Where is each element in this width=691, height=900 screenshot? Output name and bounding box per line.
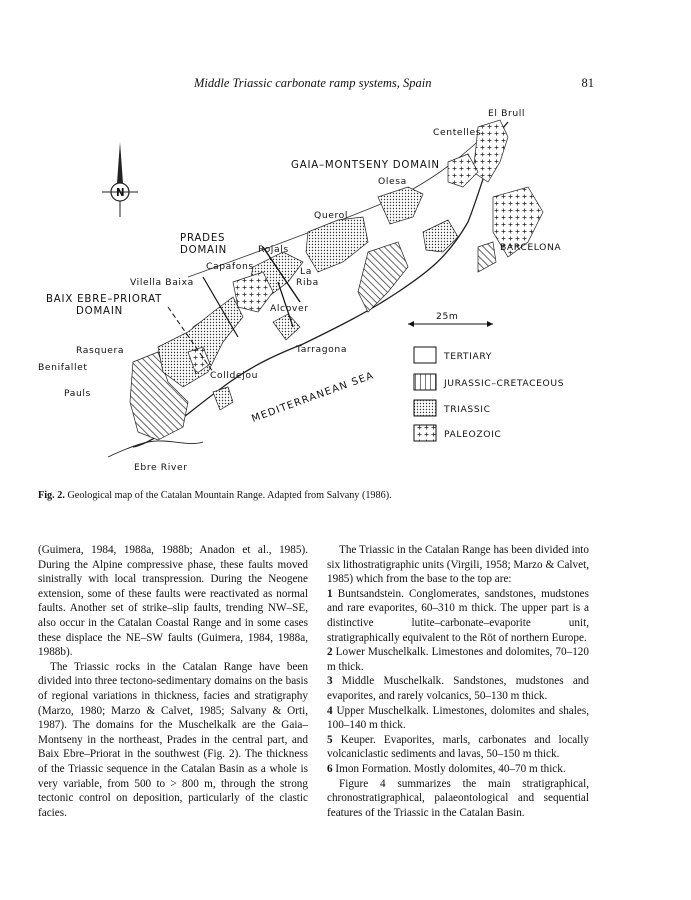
page-number: 81: [581, 76, 594, 90]
paleozoic-area-4: [448, 154, 478, 187]
unit-number: 3: [327, 675, 333, 688]
scale-bar: [408, 311, 493, 327]
left-paragraph-1: (Guimera, 1984, 1988a, 1988b; Anadon et al., 1985). During the Alpine compressive phase, these faults moved sinistrally with local transpression. During the Neogene extension, some of these faults were reactivated as normal faults. Another set of strike–slip faults, trending NW–SE, also occur in the Catalan Coastal Range and in some cases these displace the NE–SW faults (Guimera, 1984, 1988a, 1988b).: [38, 544, 308, 659]
unit-text: Middle Muschelkalk. Sandstones, mudstones and evaporites, and rarely volcanics, 50–130 m thick.: [327, 675, 589, 702]
label-vilella-baixa: Vilella Baixa: [130, 277, 194, 288]
unit-text: Keuper. Evaporites, marls, carbonates and locally volcaniclastic sediments and lavas, 50–150 m thick.: [327, 733, 589, 761]
unit-item: [327, 762, 589, 777]
figure-number: Fig. 2.: [38, 490, 65, 501]
geological-map: [38, 102, 608, 480]
label-alcover: Alcover: [270, 303, 309, 314]
left-paragraph-2: The Triassic rocks in the Catalan Range have been divided into three tectono-sedimentary domains on the basis of regional variations in thickness, facies and stratigraphy (Marzo, 1980; Marzo & Calvet, 1985; Salvany & Orti, 1987). The domains for the Muschelkalk are the Gaia–Montseny in the northeast, Prades in the central part, and Baix Ebre–Priorat in the southwest (Fig. 2). The thickness of the Triassic sequence in the Catalan Basin as a whole is very variable, from 500 to > 800 m, through the strong tectonic control on deposition, particularly of the clastic facies.: [38, 660, 308, 819]
legend-paleozoic: PALEOZOIC: [444, 429, 502, 440]
unit-text: Buntsandstein. Conglomerates, sandstones, mudstones and rare evaporites, 60–310 m thick. The upper part is a distinctive lutite–carbonate–evaporite unit, stratigraphically equivalent to the Röt of northern Europe.: [327, 587, 589, 644]
label-baix-domain: DOMAIN: [76, 306, 124, 317]
right-closing: Figure 4 summarizes the main stratigraphical, chronostratigraphical, palaeontological and sequential features of the Triassic in the Catalan Basin.: [327, 777, 589, 819]
label-pauls: Pauls: [64, 388, 91, 399]
label-rojals: Rojals: [258, 244, 289, 255]
geological-map-figure: [38, 102, 608, 480]
unit-item: [327, 704, 589, 733]
label-prades: PRADES: [180, 233, 226, 244]
label-gaia-montseny: GAIA–MONTSENY DOMAIN: [291, 160, 440, 171]
running-header: [0, 76, 691, 96]
label-olesa: Olesa: [378, 176, 407, 187]
jurassic-cretaceous-area-4: [478, 242, 496, 272]
unit-item: [327, 587, 589, 645]
triassic-area-5: [423, 220, 458, 252]
label-riba: Riba: [296, 277, 319, 288]
unit-text: Imon Formation. Mostly dolomites, 40–70 m thick.: [332, 762, 566, 775]
right-intro: The Triassic in the Catalan Range has been divided into six lithostratigraphic units (Virgili, 1958; Marzo & Calvet, 1985) which from the base to the top are:: [327, 544, 589, 586]
right-column: [327, 543, 589, 820]
label-barcelona: BARCELONA: [500, 242, 562, 253]
running-title: Middle Triassic carbonate ramp systems, Spain: [194, 76, 432, 90]
label-mediterranean-sea: MEDITERRANEAN SEA: [250, 370, 376, 425]
label-benifallet: Benifallet: [38, 362, 88, 373]
legend-jurassic-cretaceous: JURASSIC–CRETACEOUS: [444, 378, 565, 389]
left-column: [38, 543, 308, 820]
label-la: La: [300, 266, 312, 277]
map-legend: [414, 347, 564, 441]
triassic-area-7: [273, 314, 300, 340]
unit-item: [327, 674, 589, 703]
scale-label: 25m: [436, 311, 459, 322]
north-label: N: [116, 188, 126, 199]
label-querol: Querol: [314, 210, 349, 221]
unit-item: [327, 645, 589, 674]
unit-number: 1: [327, 587, 333, 600]
label-tarragona: Tarragona: [296, 344, 348, 355]
unit-number: 6: [327, 762, 333, 775]
figure-caption: [38, 490, 392, 501]
label-colldejou: Colldejou: [210, 370, 259, 381]
legend-triassic: TRIASSIC: [444, 404, 491, 415]
label-rasquera: Rasquera: [76, 345, 125, 356]
label-baix-ebre-priorat: BAIX EBRE–PRIORAT: [46, 294, 163, 305]
north-arrow-icon: [102, 142, 138, 217]
ebre-river: [108, 441, 203, 457]
unit-number: 2: [327, 646, 333, 659]
triassic-area-4: [378, 187, 423, 224]
unit-number: 5: [327, 733, 333, 746]
caption-text: Geological map of the Catalan Mountain Range. Adapted from Salvany (1986).: [64, 490, 392, 501]
legend-tertiary: TERTIARY: [444, 351, 492, 362]
label-ebre-river: Ebre River: [134, 462, 188, 473]
triassic-area-6: [213, 387, 233, 410]
label-el-brull: El Brull: [488, 108, 526, 119]
unit-number: 4: [327, 704, 333, 717]
unit-text: Upper Muschelkalk. Limestones, dolomites and shales, 100–140 m thick.: [327, 704, 589, 732]
unit-item: [327, 733, 589, 762]
unit-text: Lower Muschelkalk. Limestones and dolomites, 70–120 m thick.: [327, 646, 589, 673]
triassic-area-3: [306, 217, 368, 272]
label-centelles: Centelles: [433, 127, 482, 138]
label-prades-domain: DOMAIN: [180, 245, 228, 256]
label-capafons: Capafons: [206, 261, 254, 272]
